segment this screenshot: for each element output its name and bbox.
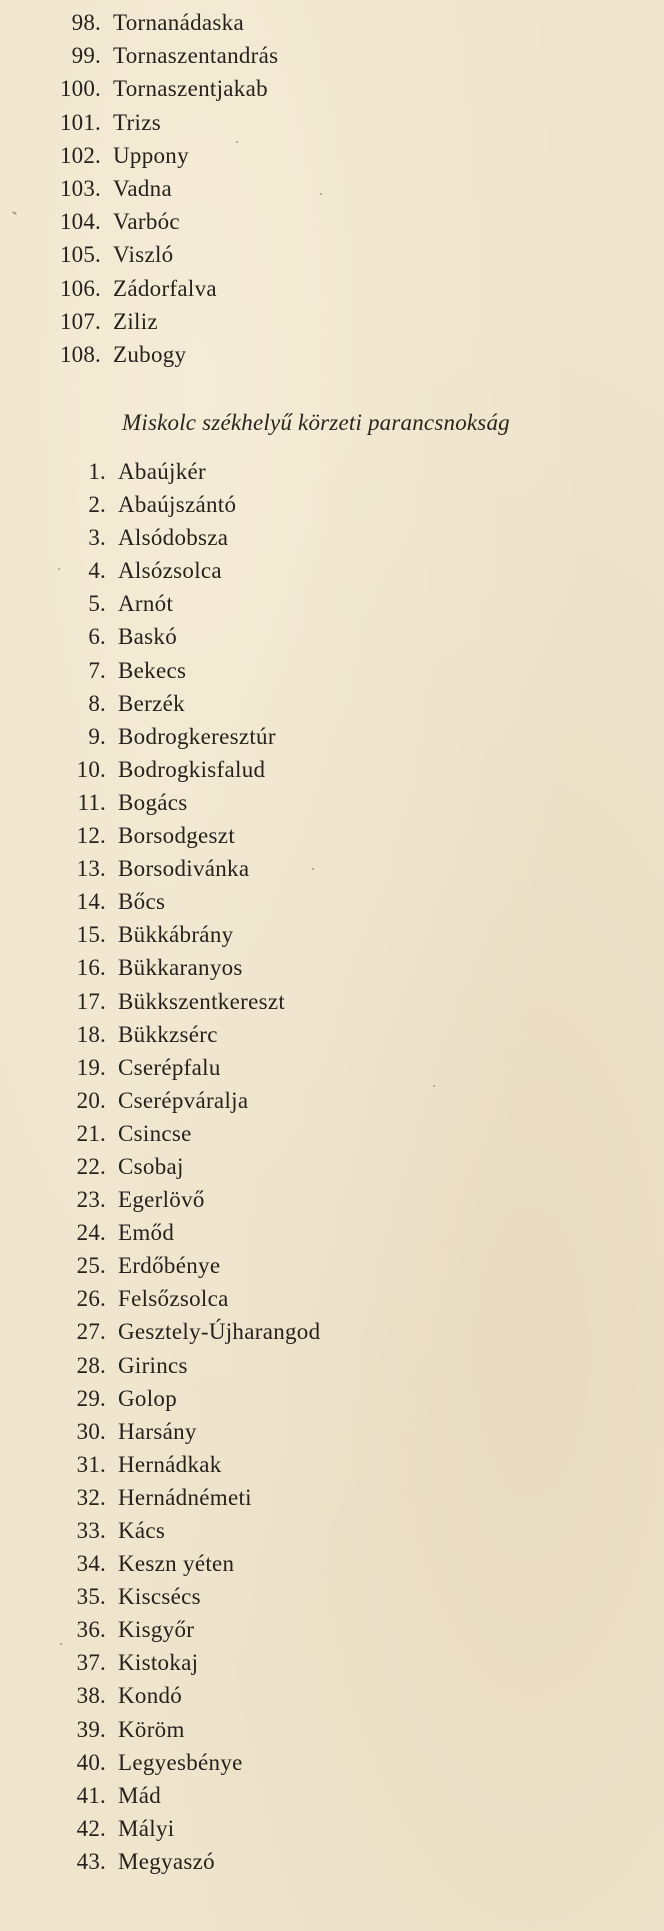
- paper-speck: [236, 141, 238, 143]
- settlement-name: Borsodgeszt: [118, 823, 236, 849]
- paper-speck: [312, 868, 314, 870]
- item-number: 34.: [76, 1551, 106, 1577]
- settlement-name: Tornaszentjakab: [113, 76, 268, 102]
- item-number: 17.: [76, 988, 106, 1014]
- settlement-name: Varbóc: [113, 209, 180, 235]
- item-number: 98.: [71, 10, 101, 35]
- settlement-name: Cserépfalu: [118, 1054, 221, 1080]
- item-number: 107.: [59, 308, 101, 334]
- settlement-name: Mályi: [118, 1815, 175, 1841]
- settlement-name: Emőd: [118, 1220, 175, 1246]
- item-number: 4.: [88, 558, 106, 584]
- item-number: 25.: [76, 1253, 106, 1279]
- item-number: 42.: [76, 1815, 106, 1841]
- settlement-name: Keszn yéten: [118, 1551, 235, 1577]
- settlement-name: Vadna: [113, 175, 172, 201]
- settlement-name: Egerlövő: [118, 1187, 205, 1213]
- settlement-name: Csobaj: [118, 1153, 184, 1179]
- settlement-name: Felsőzsolca: [118, 1286, 229, 1312]
- settlement-name: Erdőbénye: [118, 1253, 221, 1279]
- item-number: 108.: [59, 341, 101, 367]
- item-number: 23.: [76, 1187, 106, 1213]
- item-number: 18.: [76, 1021, 106, 1047]
- settlement-name: Kistokaj: [118, 1650, 199, 1676]
- item-number: 105.: [59, 242, 101, 268]
- item-number: 101.: [59, 109, 101, 135]
- settlement-name: Csincse: [118, 1120, 192, 1146]
- item-number: 10.: [76, 756, 106, 782]
- item-number: 36.: [76, 1617, 106, 1643]
- section-heading: Miskolc székhelyű körzeti parancsnokság: [122, 410, 510, 435]
- settlement-name: Bekecs: [118, 657, 187, 683]
- item-number: 1.: [88, 459, 106, 484]
- settlement-name: Köröm: [118, 1716, 185, 1742]
- item-number: 103.: [59, 175, 101, 201]
- item-number: 38.: [76, 1683, 106, 1709]
- item-number: 99.: [71, 43, 101, 69]
- item-number: 11.: [77, 789, 106, 815]
- settlement-name: Bodrogkeresztúr: [118, 723, 276, 749]
- settlement-name: Harsány: [118, 1418, 197, 1444]
- settlement-name: Bodrogkisfalud: [118, 756, 266, 782]
- item-number: 8.: [88, 690, 106, 716]
- settlement-name: Berzék: [118, 690, 185, 716]
- settlement-name: Cserépváralja: [118, 1087, 249, 1113]
- settlement-name: Bükkzsérc: [118, 1021, 218, 1047]
- settlement-name: Kisgyőr: [118, 1617, 195, 1643]
- item-number: 3.: [88, 525, 106, 551]
- item-number: 24.: [76, 1220, 106, 1246]
- settlement-name: Alsódobsza: [118, 525, 229, 551]
- settlement-name: Baskó: [118, 624, 177, 650]
- item-number: 35.: [76, 1584, 106, 1610]
- settlement-name: Ziliz: [113, 308, 158, 334]
- settlement-name: Alsózsolca: [118, 558, 222, 584]
- item-number: 29.: [76, 1385, 106, 1411]
- item-number: 33.: [76, 1518, 106, 1543]
- settlement-name: Kács: [118, 1518, 166, 1543]
- settlement-name: Tornaszentandrás: [113, 43, 279, 69]
- settlement-name: Megyaszó: [118, 1848, 215, 1874]
- item-number: 5.: [88, 591, 106, 617]
- settlement-name: Bogács: [118, 789, 188, 815]
- settlement-name: Gesztely-Újharangod: [118, 1319, 321, 1345]
- item-number: 104.: [59, 209, 101, 235]
- item-number: 13.: [76, 856, 106, 882]
- paper-speck: [58, 568, 60, 570]
- item-number: 19.: [76, 1054, 106, 1080]
- settlement-name: Abaújkér: [118, 459, 206, 484]
- settlement-name: Bükkábrány: [118, 922, 234, 948]
- settlement-name: Mád: [118, 1782, 162, 1808]
- item-number: 32.: [76, 1484, 106, 1510]
- item-number: 20.: [76, 1087, 106, 1113]
- settlement-name: Zubogy: [113, 341, 187, 367]
- item-number: 12.: [76, 823, 106, 849]
- settlement-name: Kiscsécs: [118, 1584, 201, 1610]
- settlement-name: Borsodivánka: [118, 856, 250, 882]
- item-number: 41.: [76, 1782, 106, 1808]
- settlement-name: Zádorfalva: [113, 275, 217, 301]
- settlement-name: Bükkszentkereszt: [118, 988, 286, 1014]
- item-number: 7.: [88, 657, 106, 683]
- settlement-name: Legyesbénye: [118, 1749, 243, 1775]
- settlement-name: Bőcs: [118, 889, 166, 915]
- item-number: 40.: [76, 1749, 106, 1775]
- paper-speck: [433, 1085, 435, 1087]
- item-number: 27.: [76, 1319, 106, 1345]
- item-number: 43.: [76, 1848, 106, 1874]
- settlement-name: Golop: [118, 1385, 177, 1411]
- item-number: 106.: [59, 275, 101, 301]
- item-number: 100.: [59, 76, 101, 102]
- settlement-name: Uppony: [113, 142, 189, 168]
- item-number: 30.: [76, 1418, 106, 1444]
- paper-speck: [320, 193, 322, 195]
- settlement-name: Viszló: [113, 242, 174, 268]
- item-number: 2.: [88, 492, 106, 518]
- item-number: 9.: [88, 723, 106, 749]
- settlement-name: Girincs: [118, 1352, 188, 1378]
- settlement-name: Kondó: [118, 1683, 183, 1709]
- settlement-name: Trizs: [113, 109, 161, 135]
- settlement-name: Tornanádaska: [113, 10, 244, 35]
- item-number: 39.: [76, 1716, 106, 1742]
- paper-speck: [60, 1643, 62, 1645]
- item-number: 102.: [59, 142, 101, 168]
- settlement-name: Arnót: [118, 591, 174, 617]
- item-number: 21.: [76, 1120, 106, 1146]
- item-number: 26.: [76, 1286, 106, 1312]
- item-number: 37.: [76, 1650, 106, 1676]
- item-number: 31.: [76, 1451, 106, 1477]
- item-number: 6.: [88, 624, 106, 650]
- settlement-name: Bükkaranyos: [118, 955, 243, 981]
- settlement-name: Abaújszántó: [118, 492, 237, 518]
- item-number: 28.: [76, 1352, 106, 1378]
- settlement-name: Hernádnémeti: [118, 1484, 252, 1510]
- item-number: 14.: [76, 889, 106, 915]
- item-number: 15.: [76, 922, 106, 948]
- settlement-name: Hernádkak: [118, 1451, 222, 1477]
- item-number: 22.: [76, 1153, 106, 1179]
- item-number: 16.: [76, 955, 106, 981]
